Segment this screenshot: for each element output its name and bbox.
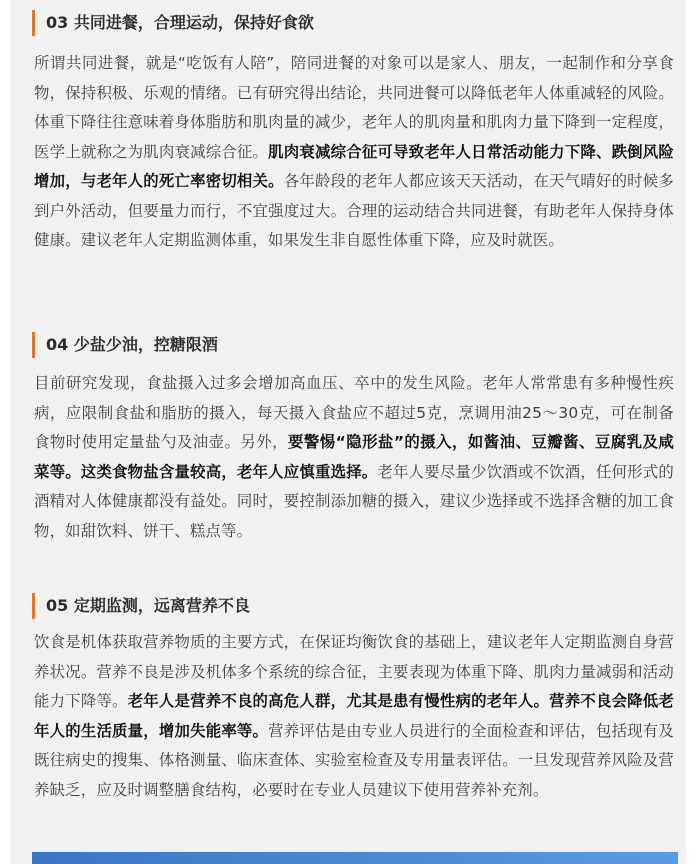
paragraph-text: 目前研究发现，食盐摄入过多会增加高血压、卒中的发生风险。老年人常常患有多种慢性疾病，应限制食盐和脂肪的摄入，每天摄入食盐应不超过5克，烹调用油25～30克，可在制备食物时使用定量盐勺及油壶。另外， <box>34 374 674 451</box>
section-paragraph-03 <box>34 49 674 256</box>
section-heading-05: 05 定期监测，远离营养不良 <box>32 593 250 619</box>
section-paragraph-05 <box>34 628 674 805</box>
paragraph-emphasis: 老年人是营养不良的高危人群，尤其是患有慢性病的老年人。营养不良会降低老年人的生活质量，增加失能率等。 <box>34 692 674 740</box>
footer-divider <box>32 852 678 864</box>
section-heading-04: 04 少盐少油，控糖限酒 <box>32 332 218 358</box>
paragraph-text: 各年龄段的老年人都应该天天活动，在天气晴好的时候多到户外活动，但要量力而行，不宜强度过大。合理的运动结合共同进餐，有助老年人保持身体健康。建议老年人定期监测体重，如果发生非自愿性体重下降，应及时就医。 <box>34 172 674 249</box>
section-heading-03: 03 共同进餐，合理运动，保持好食欲 <box>32 10 314 36</box>
paragraph-emphasis: 要警惕“隐形盐”的摄入，如酱油、豆瓣酱、豆腐乳及咸菜等。这类食物盐含量较高，老年人应慎重选择。 <box>34 433 674 481</box>
article-page <box>10 0 686 864</box>
section-paragraph-04 <box>34 369 674 546</box>
paragraph-text: 饮食是机体获取营养物质的主要方式，在保证均衡饮食的基础上，建议老年人定期监测自身营养状况。营养不良是涉及机体多个系统的综合征，主要表现为体重下降、肌肉力量减弱和活动能力下降等。 <box>34 633 674 710</box>
paragraph-text: 营养评估是由专业人员进行的全面检查和评估，包括现有及既往病史的搜集、体格测量、临床查体、实验室检查及专用量表评估。一旦发现营养风险及营养缺乏，应及时调整膳食结构，必要时在专业人员建议下使用营养补充剂。 <box>34 721 674 799</box>
paragraph-text: 所谓共同进餐，就是“吃饭有人陪”，陪同进餐的对象可以是家人、朋友，一起制作和分享食物，保持积极、乐观的情绪。已有研究得出结论，共同进餐可以降低老年人体重减轻的风险。体重下降往往意味着身体脂肪和肌肉量的减少，老年人的肌肉量和肌肉力量下降到一定程度，医学上就称之为肌肉衰减综合征。 <box>34 54 674 161</box>
paragraph-emphasis: 肌肉衰减综合征可导致老年人日常活动能力下降、跌倒风险增加，与老年人的死亡率密切相关。 <box>34 142 674 190</box>
paragraph-text: 老年人要尽量少饮酒或不饮酒，任何形式的酒精对人体健康都没有益处。同时，要控制添加糖的摄入，建议少选择或不选择含糖的加工食物，如甜饮料、饼干、糕点等。 <box>34 462 674 540</box>
